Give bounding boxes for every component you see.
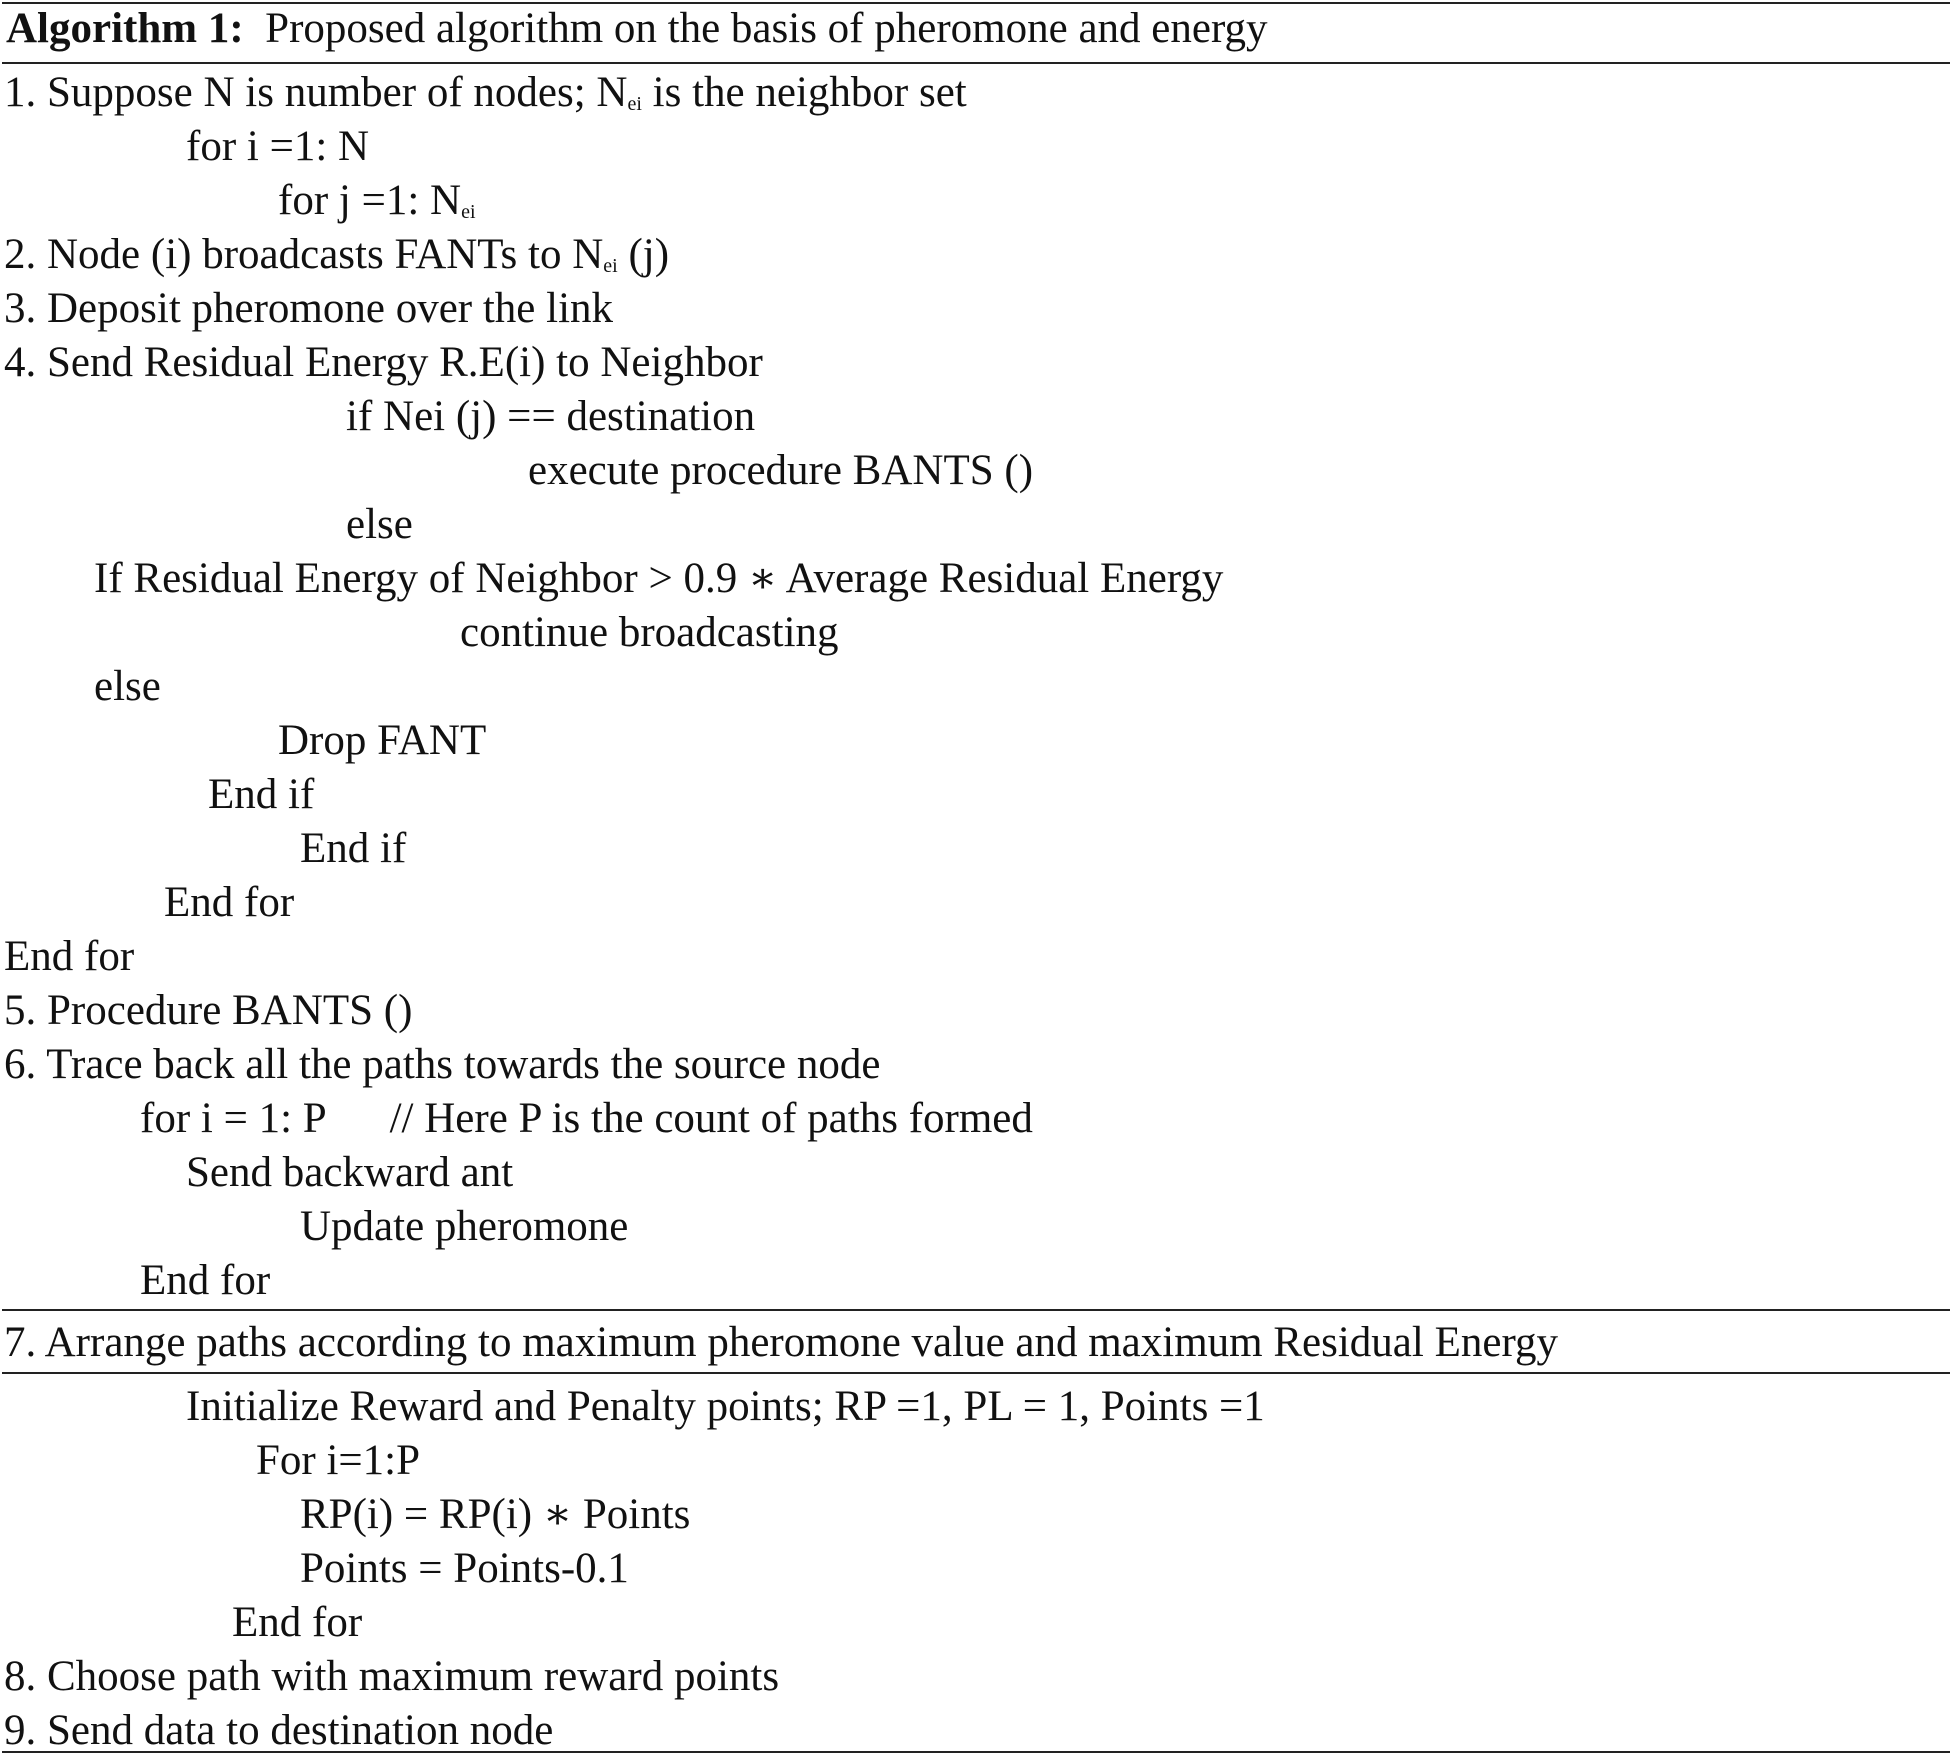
line-subscript: ei xyxy=(603,255,618,277)
algorithm-line xyxy=(4,1038,880,1092)
algorithm-line xyxy=(346,390,755,444)
line-text: for j =1: N xyxy=(278,177,462,224)
line-text: End for xyxy=(4,933,135,980)
algorithm-line xyxy=(140,1254,270,1308)
algorithm-line xyxy=(346,498,413,552)
algorithm-line xyxy=(300,1488,690,1542)
line-text: Points = Points-0.1 xyxy=(300,1545,629,1592)
algorithm-line xyxy=(300,1542,629,1596)
algorithm-line xyxy=(460,606,839,660)
algorithm-line xyxy=(4,228,669,282)
line-text: if Nei (j) == destination xyxy=(346,393,756,440)
algorithm-line xyxy=(4,66,967,120)
algorithm-line xyxy=(278,714,486,768)
algorithm-line xyxy=(4,930,134,984)
algorithm-line xyxy=(4,336,763,390)
line-text-suffix: is the neighbor set xyxy=(641,69,967,116)
algorithm-line xyxy=(300,822,406,876)
algorithm-line xyxy=(528,444,1033,498)
line-text: 4. Send Residual Energy R.E(i) to Neighbor xyxy=(4,339,763,386)
line-text: End for xyxy=(164,879,295,926)
algorithm-line xyxy=(232,1596,362,1650)
line-text: 6. Trace back all the paths towards the source node xyxy=(4,1041,881,1088)
line-text: Drop FANT xyxy=(278,717,487,764)
algorithm-line xyxy=(4,282,613,336)
algorithm-title xyxy=(6,2,1268,56)
line-text: 9. Send data to destination node xyxy=(4,1707,554,1754)
algorithm-line xyxy=(256,1434,420,1488)
line-text-suffix: (j) xyxy=(617,231,670,278)
line-text: for i =1: N xyxy=(186,123,370,170)
algorithm-line xyxy=(186,120,369,174)
algorithm-line xyxy=(186,1380,1265,1434)
algorithm-line xyxy=(278,174,476,228)
line-text: else xyxy=(94,663,161,710)
algorithm-line xyxy=(186,1146,513,1200)
line-text: If Residual Energy of Neighbor > 0.9 ∗ Average Residual Energy xyxy=(94,555,1224,602)
line-text: For i=1:P xyxy=(256,1437,421,1484)
line-text: 3. Deposit pheromone over the link xyxy=(4,285,614,332)
line-text: End for xyxy=(232,1599,363,1646)
algorithm-line xyxy=(164,876,294,930)
algorithm-label: Algorithm 1: xyxy=(6,5,244,52)
line-text: RP(i) = RP(i) ∗ Points xyxy=(300,1491,691,1538)
line-text: for i = 1: P // Here P is the count of paths formed xyxy=(140,1095,1033,1142)
algorithm-line xyxy=(94,552,1223,606)
algorithm-line xyxy=(140,1092,1033,1146)
title-rule xyxy=(2,62,1950,64)
line-text: End for xyxy=(140,1257,271,1304)
algorithm-line xyxy=(208,768,314,822)
algorithm-line xyxy=(94,660,161,714)
line-text: execute procedure BANTS () xyxy=(528,447,1034,494)
line-text: Update pheromone xyxy=(300,1203,629,1250)
line-text: 8. Choose path with maximum reward points xyxy=(4,1653,780,1700)
line-text: End if xyxy=(300,825,407,872)
algorithm-line xyxy=(4,1316,1558,1370)
line-text: End if xyxy=(208,771,315,818)
section-rule-lower xyxy=(2,1372,1950,1374)
line-text: 1. Suppose N is number of nodes; N xyxy=(4,69,628,116)
line-text: Initialize Reward and Penalty points; RP =1, PL = 1, Points =1 xyxy=(186,1383,1265,1430)
algorithm-title-text: Proposed algorithm on the basis of pheromone and energy xyxy=(265,5,1268,52)
line-subscript: ei xyxy=(627,93,642,115)
algorithm-line xyxy=(4,1650,779,1704)
algorithm-line xyxy=(4,1704,553,1758)
line-subscript: ei xyxy=(461,201,476,223)
line-text: else xyxy=(346,501,413,548)
line-text: 2. Node (i) broadcasts FANTs to N xyxy=(4,231,604,278)
line-text: continue broadcasting xyxy=(460,609,839,656)
bottom-rule xyxy=(2,1751,1950,1753)
algorithm-line xyxy=(4,984,412,1038)
line-text: 5. Procedure BANTS () xyxy=(4,987,413,1034)
algorithm-line xyxy=(300,1200,628,1254)
line-text: Send backward ant xyxy=(186,1149,514,1196)
line-text: 7. Arrange paths according to maximum pheromone value and maximum Residual Energy xyxy=(4,1319,1558,1366)
section-rule-upper xyxy=(2,1309,1950,1311)
